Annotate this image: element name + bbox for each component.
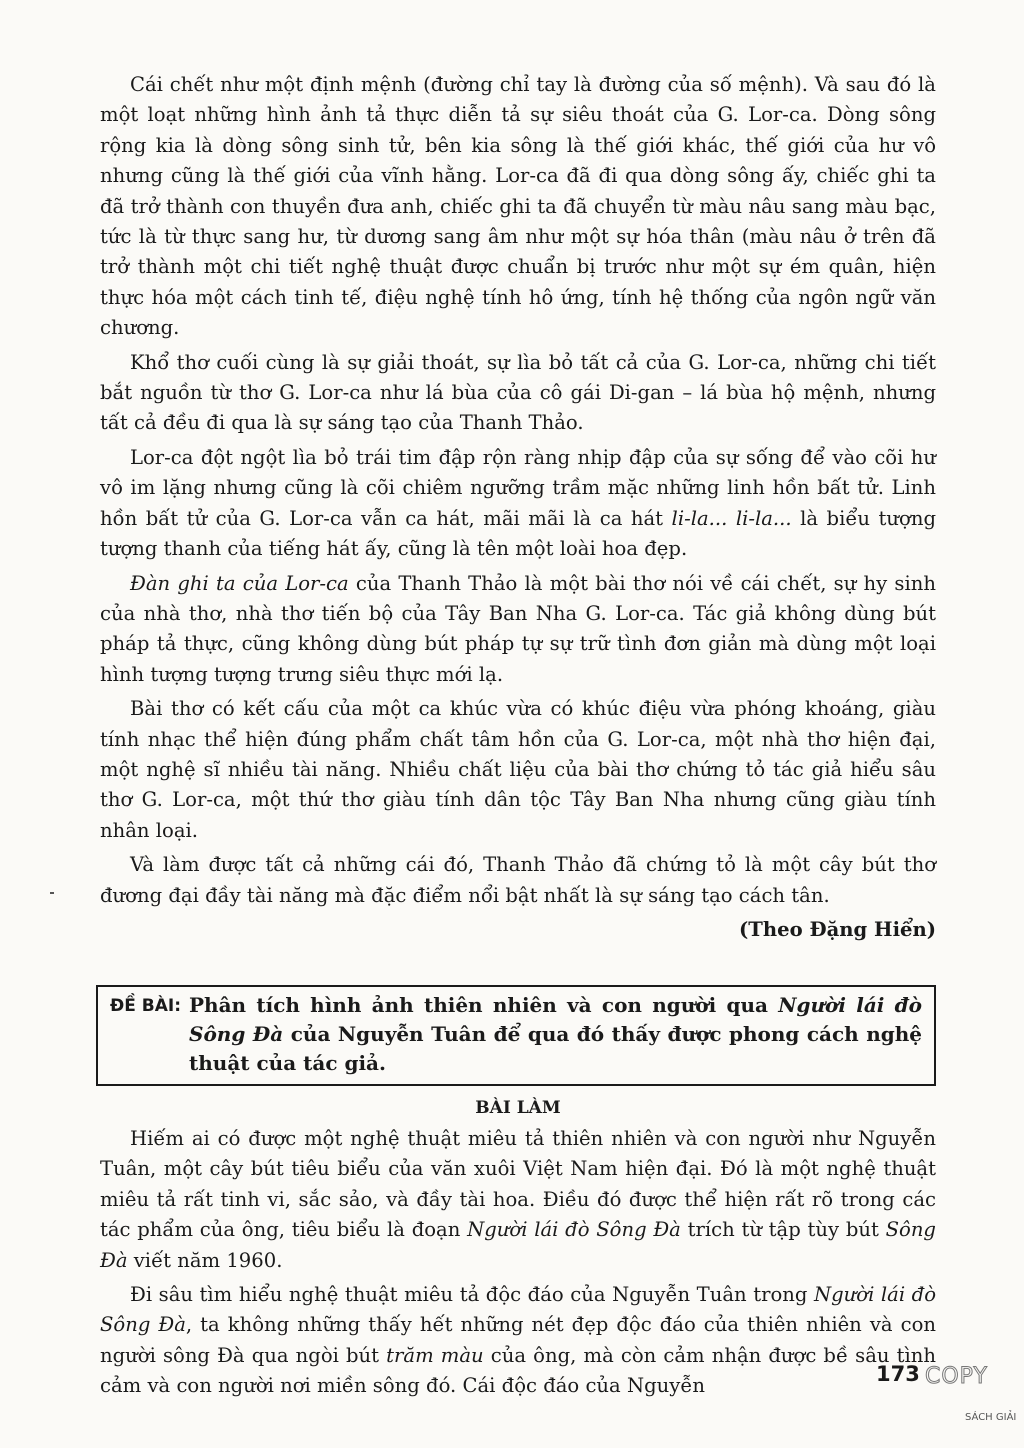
text-run: của Thanh Thảo là một bài thơ nói về cái chết, sự hy sinh của nhà thơ, nhà thơ tiến bộ của Tây Ban Nha G. Lor-ca. Tác giả không dùng bút pháp tả thực, cũng không dùng bút pháp tự sự trữ tình đơn giản mà dùng một loại hình tượng tượng trưng siêu thực mới lạ.: [100, 571, 936, 686]
text-run: Lor-ca đột ngột lìa bỏ trái tim đập rộn ràng nhịp đập của sự sống để vào cõi hư vô im lặng nhưng cũng là cõi chiêm ngưỡng trầm mặc những linh hồn bất tử. Linh hồn bất tử của G. Lor-ca vẫn ca hát, mãi mãi là ca hát: [100, 445, 936, 530]
paragraph: [100, 348, 936, 439]
paragraph: [100, 70, 936, 344]
paragraph: [100, 1280, 936, 1402]
text-run: trích từ tập tùy bút: [680, 1218, 886, 1242]
text-run: là biểu tượng tượng thanh của tiếng hát ấy, cũng là tên một loài hoa đẹp.: [100, 506, 936, 561]
section-heading: BÀI LÀM: [475, 1097, 561, 1118]
text-run: Khổ thơ cuối cùng là sự giải thoát, sự lìa bỏ tất cả của G. Lor-ca, những chi tiết bắt nguồn từ thơ G. Lor-ca như lá bùa của cô gái Di-gan – lá bùa hộ mệnh, nhưng tất cả đều đi qua là sự sáng tạo của Thanh Thảo.: [100, 350, 936, 435]
text-run: Hiếm ai có được một nghệ thuật miêu tả thiên nhiên và con người như Nguyễn Tuân, một cây bút tiêu biểu của văn xuôi Việt Nam hiện đại. Đó là một nghệ thuật miêu tả rất tinh vi, sắc sảo, và đầy tài hoa. Điều đó được thể hiện rất rõ trong các tác phẩm của ông, tiêu biểu là đoạn: [100, 1126, 936, 1242]
text-run: của ông, mà còn cảm nhận được bề sâu tình cảm và con người nơi miền sông đó. Cái độc đáo của Nguyễn: [100, 1343, 936, 1398]
paragraph: [100, 569, 936, 691]
italic-text: Người lái đò Sông Đà: [189, 992, 922, 1046]
watermark-text: COPY: [925, 1364, 988, 1389]
watermark-logo: [925, 1364, 1020, 1444]
italic-text: Người lái đò Sông Đà: [100, 1283, 936, 1337]
attribution: (Theo Đặng Hiển): [739, 917, 936, 941]
task-label: ĐỀ BÀI:: [110, 995, 182, 1016]
text-run: Đi sâu tìm hiểu nghệ thuật miêu tả độc đáo của Nguyễn Tuân trong: [130, 1283, 814, 1306]
text-run: , ta không những thấy hết những nét đẹp độc đáo của thiên nhiên và con người sông Đà qua ngòi bút: [100, 1313, 937, 1367]
paragraph: [100, 1124, 936, 1276]
text-run: Phân tích hình ảnh thiên nhiên và con người qua: [189, 992, 779, 1017]
italic-text: Đàn ghi ta của Lor-ca: [130, 571, 349, 595]
essay-excerpt: [100, 70, 936, 911]
paragraph: [100, 850, 936, 911]
margin-mark: [50, 892, 54, 894]
italic-text: trăm màu: [386, 1343, 484, 1367]
text-run: Và làm được tất cả những cái đó, Thanh Thảo đã chứng tỏ là một cây bút thơ đương đại đầy tài năng mà đặc điểm nổi bật nhất là sự sáng tạo cách tân.: [100, 853, 936, 907]
text-run: của Nguyễn Tuân để qua đó thấy được phong cách nghệ thuật của tác giả.: [189, 1021, 922, 1075]
italic-text: Người lái đò Sông Đà: [467, 1218, 681, 1242]
answer-body: [100, 1124, 936, 1402]
paragraph: [100, 443, 936, 565]
text-run: viết năm 1960.: [127, 1248, 283, 1272]
text-run: Bài thơ có kết cấu của một ca khúc vừa có khúc điệu vừa phóng khoáng, giàu tính nhạc thể hiện đúng phẩm chất tâm hồn của G. Lor-ca, một nhà thơ hiện đại, một nghệ sĩ nhiều tài năng. Nhiều chất liệu của bài thơ chứng tỏ tác giả hiểu sâu thơ G. Lor-ca, một thứ thơ giàu tính dân tộc Tây Ban Nha nhưng cũng giàu tính nhân loại.: [100, 697, 936, 842]
watermark-subtext: SÁCH GIẢI: [965, 1412, 1017, 1423]
paragraph: [100, 694, 936, 846]
task-prompt: [189, 991, 922, 1078]
italic-text: li-la... li-la...: [671, 506, 792, 530]
italic-text: Sông Đà: [100, 1218, 936, 1272]
text-run: Cái chết như một định mệnh (đường chỉ tay là đường của số mệnh). Và sau đó là một loạt những hình ảnh tả thực diễn tả sự siêu thoát của G. Lor-ca. Dòng sông rộng kia là dòng sông sinh tử, bên kia sông là thế giới khác, thế giới của hư vô nhưng cũng là thế giới của vĩnh hằng. Lor-ca đã đi qua dòng sông ấy, chiếc ghi ta đã trở thành con thuyền đưa anh, chiếc ghi ta đã chuyển từ màu nâu sang màu bạc, tức là từ thực sang hư, từ dương sang âm như một sự hóa thân (màu nâu ở trên đã trở thành một chi tiết nghệ thuật được chuẩn bị trước như một sự ém quân, hiện thực hóa một cách tinh tế, điệu nghệ tính hô ứng, tính hệ thống của ngôn ngữ văn chương.: [100, 73, 936, 340]
page-number: 173: [876, 1362, 920, 1386]
page-content: [100, 70, 936, 1406]
task-box: [96, 985, 936, 1086]
